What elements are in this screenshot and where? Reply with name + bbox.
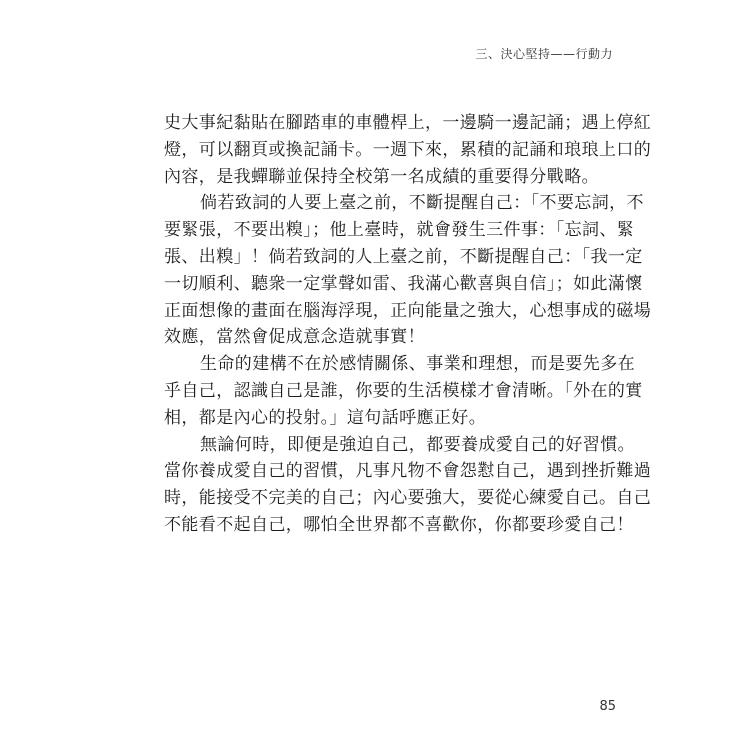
text-line: 生命的建構不在於感情關係、事業和理想，而是要先多在 [200, 354, 635, 375]
paragraph-3 [164, 351, 643, 431]
paragraph-4 [164, 432, 652, 539]
running-header: 三、決心堅持——行動力 [475, 47, 613, 61]
text-line: 要緊張，不要出糗」；他上臺時，就會發生三件事：「忘詞、緊 [164, 220, 635, 241]
text-line: 乎自己，認識自己是誰，你要的生活模樣才會清晰。「外在的實 [164, 380, 643, 401]
text-line: 正面想像的畫面在腦海浮現，正向能量之強大，心想事成的磁場 [164, 300, 652, 321]
paragraph-1 [164, 110, 652, 190]
text-line: 無論何時，即便是強迫自己，都要養成愛自己的好習慣。 [200, 434, 635, 455]
text-line: 當你養成愛自己的習慣，凡事凡物不會怨懟自己，遇到挫折難過 [164, 461, 652, 482]
text-line: 倘若致詞的人要上臺之前，不斷提醒自己：「不要忘詞，不 [200, 193, 644, 214]
text-line: 時，能接受不完美的自己；內心要強大，要從心練愛自己。自己 [164, 488, 652, 509]
page-number: 85 [599, 699, 616, 714]
text-line: 效應，當然會促成意念造就事實！ [164, 327, 425, 348]
paragraph-2 [164, 190, 652, 351]
text-line: 內容，是我蟬聯並保持全校第一名成績的重要得分戰略。 [164, 166, 599, 187]
text-line: 燈，可以翻頁或換記誦卡。一週下來，累積的記誦和琅琅上口的 [164, 139, 652, 160]
body-text [164, 110, 652, 539]
text-line: 相，都是內心的投射。」這句話呼應正好。 [164, 407, 487, 428]
text-line: 不能看不起自己，哪怕全世界都不喜歡你，你都要珍愛自己！ [164, 514, 634, 535]
text-line: 一切順利、聽衆一定掌聲如雷、我滿心歡喜與自信」；如此滿懷 [164, 273, 643, 294]
text-line: 張、出糗」！倘若致詞的人上臺之前，不斷提醒自己：「我一定 [164, 246, 643, 267]
text-line: 史大事紀黏貼在腳踏車的車體桿上，一邊騎一邊記誦；遇上停紅 [164, 113, 652, 133]
